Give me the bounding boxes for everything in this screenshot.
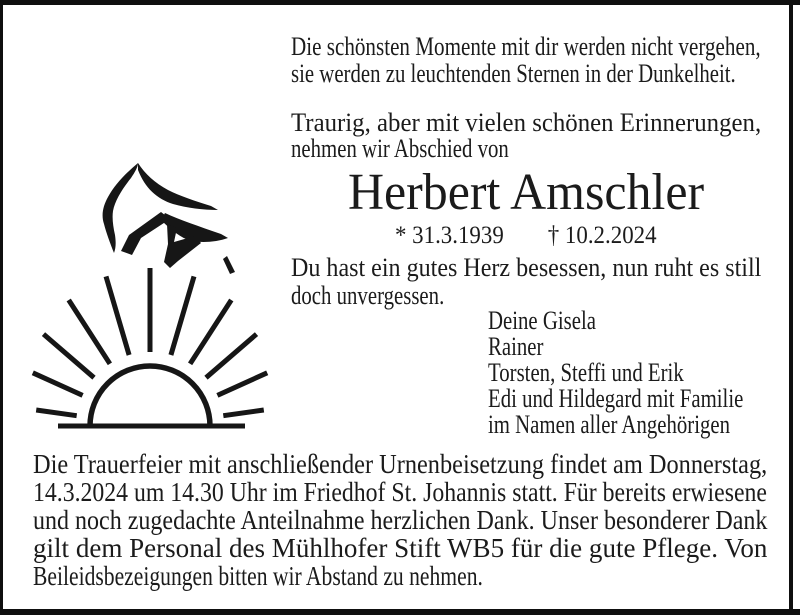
death-date: † 10.2.2024 [547, 222, 657, 249]
opening-quote [291, 33, 761, 87]
deceased-name-block [291, 164, 761, 221]
farewell-intro [291, 110, 761, 162]
frame-rule-bottom [0, 609, 800, 615]
announcement-line-4: gilt dem Personal des Mühlhofer Stift WB5 für die gute Pflege. Von [33, 533, 768, 563]
frame-rule-left [0, 0, 3, 615]
life-dates [291, 223, 761, 248]
life-dates-line [395, 223, 657, 248]
verse-line-1: Du hast ein gutes Herz besessen, nun ruht es still [291, 253, 762, 282]
mourner-line: Edi und Hildegard mit Familie [488, 384, 744, 413]
deceased-name: Herbert Amschler [348, 164, 705, 221]
mourner-line: Deine Gisela [488, 306, 597, 335]
sun-disc [90, 366, 210, 426]
quote-line-1: Die schönsten Momente mit dir werden nicht vergehen, [291, 32, 761, 61]
mourners-list [488, 308, 762, 438]
birth-date: * 31.3.1939 [395, 222, 504, 249]
intro-line-2: nehmen wir Abschied von [291, 134, 509, 163]
mourner-line: im Namen aller Angehörigen [488, 410, 731, 439]
rising-sun-icon [28, 256, 272, 436]
mourner-line: Rainer [488, 332, 544, 361]
announcement-line-1: Die Trauerfeier mit anschließender Urnenbeisetzung findet am Donnerstag, [33, 449, 768, 479]
frame-rule-right [789, 0, 793, 615]
quote-line-2: sie werden zu leuchtenden Sternen in der Dunkelheit. [291, 59, 736, 88]
frame-rule-top [0, 0, 800, 5]
mourner-line: Torsten, Steffi und Erik [488, 358, 684, 387]
announcement-line-2: 14.3.2024 um 14.30 Uhr im Friedhof St. Johannis statt. Für bereits erwiesene [33, 477, 767, 507]
announcement-line-5: Beileidsbezeigungen bitten wir Abstand zu nehmen. [33, 561, 483, 591]
verse-line-2: doch unvergessen. [291, 281, 445, 310]
announcement-line-3: und noch zugedachte Anteilnahme herzlichen Dank. Unser besonderer Dank [33, 505, 768, 535]
memorial-verse [291, 254, 761, 310]
intro-line-1: Traurig, aber mit vielen schönen Erinnerungen, [291, 108, 762, 137]
funeral-announcement [33, 450, 767, 590]
